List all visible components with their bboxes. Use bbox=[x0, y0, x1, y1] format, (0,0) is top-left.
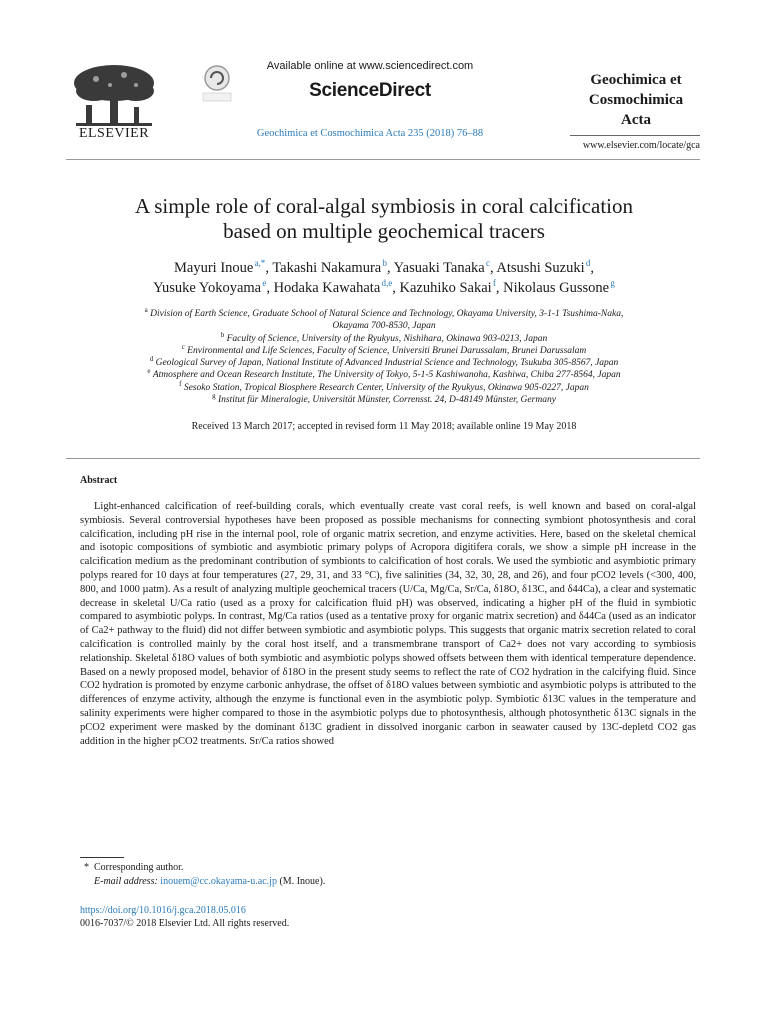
affiliation-label: d bbox=[149, 355, 154, 364]
affiliation-text: Atmosphere and Ocean Research Institute, The University of Tokyo, 5-1-5 Kashiwanoha, Kashiwa, Chiba 277-8564, Japan bbox=[152, 370, 621, 381]
journal-title-line: Acta bbox=[621, 112, 651, 128]
affiliation-item bbox=[90, 391, 678, 406]
affiliation-label: e bbox=[147, 367, 151, 376]
author-name[interactable]: Nikolaus Gussone bbox=[503, 280, 610, 296]
email-note bbox=[94, 876, 325, 887]
footnote-divider bbox=[80, 857, 124, 858]
check-for-updates-icon bbox=[200, 64, 234, 102]
email-link[interactable]: inouem@cc.okayama-u.ac.jp bbox=[160, 876, 277, 887]
author-line: Yusuke Yokoyama $^e$, Hodaka Kawahata $^{d,e}$, Kazuhiko Sakai $^f$, Nikolaus Gussone $^g$ bbox=[153, 278, 615, 296]
abstract-divider bbox=[66, 458, 700, 459]
author-name[interactable]: Kazuhiko Sakai bbox=[399, 280, 492, 296]
affiliation-label: c bbox=[181, 342, 185, 351]
author-affiliation-link[interactable]: f bbox=[492, 278, 496, 289]
journal-title bbox=[576, 70, 696, 130]
journal-url-link[interactable]: www.elsevier.com/locate/gca bbox=[582, 140, 700, 151]
abstract-heading: Abstract bbox=[80, 475, 118, 486]
author-name[interactable]: Hodaka Kawahata bbox=[273, 280, 381, 296]
affiliation-item bbox=[90, 342, 678, 357]
affiliation-item bbox=[90, 379, 678, 394]
journal-reference-link[interactable]: Geochimica et Cosmochimica Acta 235 (2018) 76–88 bbox=[256, 128, 484, 139]
sciencedirect-logo[interactable]: ScienceDirect bbox=[309, 80, 431, 101]
author-line: Mayuri Inoue $^{a,*}$, Takashi Nakamura $^b$, Yasuaki Tanaka $^c$, Atsushi Suzuki $^d$, bbox=[174, 258, 594, 276]
author-name[interactable]: Atsushi Suzuki bbox=[496, 260, 585, 276]
received-dates: Received 13 March 2017; accepted in revised form 11 May 2018; available online 19 May 2018 bbox=[191, 421, 577, 432]
affiliation-label: g bbox=[212, 391, 216, 400]
publisher-name: ELSEVIER bbox=[78, 126, 150, 141]
affiliation-text: Faculty of Science, University of the Ryukyus, Nishihara, Okinawa 903-0213, Japan bbox=[226, 333, 548, 344]
affiliation-item: Okayama 700-8530, Japan bbox=[332, 321, 436, 332]
corresponding-author-note: * Corresponding author. bbox=[84, 862, 184, 873]
affiliation-label: f bbox=[179, 379, 182, 388]
corresponding-author-text: Corresponding author. bbox=[94, 862, 184, 873]
abstract-text: Light-enhanced calcification of reef-building corals, which eventually create vast coral reefs, is well known and based on coral-algal symbiosis. Several controversial hypotheses have been proposed as possible mechanisms for connecting symbiont photosynthesis and coral calcification, including pH rise in the internal pool, role of organic matrix secretion, and enzyme activities. Here, based on the skeletal chemical and isotopic compositions of symbiotic and asymbiotic primary polyps of Acropora digitifera corals, we show a simple pH increase in the calcification medium as the predominant contribution of symbionts to calcification of host corals. We used the symbiotic and asymbiotic primary polyps reared for 10 days at four temperatures (27, 29, 31, and 33 °C), five salinities (34, 32, 30, 28, and 26), and four pCO2 levels (<300, 400, 800, and 1000 µatm). As a result of analyzing multiple geochemical tracers (U/Ca, Mg/Ca, Sr/Ca, δ18O, δ13C, and δ44Ca), a clear and systematic decrease in skeletal U/Ca ratio (used as a proxy for calcification fluid pH) was observed, indicating a higher pH of the fluid in symbiotic compared to asymbiotic polyps. In contrast, Mg/Ca ratios (used as a tentative proxy for organic matrix secretion) and δ44Ca (used as an indicator of Ca2+ pathway to the fluid) did not differ between symbiotic and asymbiotic polyps. This suggests that organic matrix secretion related to coral calcification is controlled mainly by the coral host itself, and a transmembrane transport of Ca2+ does not vary according to symbiosis relationship. Skeletal δ18O values of both symbiotic and asymbiotic polyps showed offsets between them with identical temperature dependence. Based on a newly proposed model, behavior of δ18O in the present study seems to reflect the rate of CO2 hydration in the calcifying fluid. Since CO2 hydration is promoted by enzyme carbonic anhydrase, the offset of δ18O values between symbiotic and asymbiotic polyps is attributed to the differences of enzyme activity, although the enzyme is functional even in the asymbiotic polyp. Symbiotic δ13C values in the temperature and salinity experiments were higher compared to those in the asymbiotic polyps due to photosynthesis, although photosynthetic δ13C signals in the pCO2 experiment were masked by the dominant δ13C gradient in dissolved inorganic carbon in seawater caused by 13C-depletd CO2 gas addition in the higher pCO2 treatments. Sr/Ca ratios showed bbox=[80, 501, 696, 747]
affiliations bbox=[90, 305, 678, 406]
email-label: E-mail address: bbox=[94, 876, 158, 887]
author-list bbox=[80, 258, 688, 298]
affiliation-label: b bbox=[220, 330, 225, 339]
author-affiliation-link[interactable]: b bbox=[382, 258, 387, 269]
affiliation-item bbox=[90, 357, 678, 369]
article-title-line: based on multiple geochemical tracers bbox=[223, 219, 545, 243]
author-affiliation-link[interactable]: c bbox=[485, 258, 490, 269]
author-name[interactable]: Yusuke Yokoyama bbox=[153, 280, 262, 296]
affiliation-text: Environmental and Life Sciences, Faculty of Science, Universiti Brunei Darussalam, Brunei Darussalam bbox=[187, 345, 587, 356]
copyright-notice: 0016-7037/© 2018 Elsevier Ltd. All rights reserved. bbox=[80, 918, 290, 929]
available-online-text: Available online at www.sciencedirect.com bbox=[266, 60, 474, 72]
affiliation-item bbox=[90, 330, 678, 345]
author-affiliation-link[interactable]: a,* bbox=[254, 258, 266, 269]
doi-link[interactable]: https://doi.org/10.1016/j.gca.2018.05.016 bbox=[80, 905, 246, 916]
affiliation-text: Sesoko Station, Tropical Biosphere Research Center, University of the Ryukyus, Okinawa 905-0227, Japan bbox=[183, 382, 589, 393]
author-name[interactable]: Yasuaki Tanaka bbox=[393, 260, 485, 276]
affiliation-item bbox=[90, 305, 678, 320]
email-person: (M. Inoue). bbox=[279, 876, 326, 887]
author-affiliation-link[interactable]: e bbox=[262, 278, 267, 289]
affiliation-text: Geological Survey of Japan, National Institute of Advanced Industrial Science and Technology, Tsukuba 305-8567, Japan bbox=[155, 358, 619, 369]
journal-title-line: Geochimica et bbox=[590, 72, 682, 88]
header-divider bbox=[66, 159, 700, 160]
author-affiliation-link[interactable]: d bbox=[585, 258, 591, 269]
author-name[interactable]: Mayuri Inoue bbox=[174, 260, 254, 276]
article-title bbox=[80, 194, 688, 244]
author-affiliation-link[interactable]: g bbox=[610, 278, 615, 289]
affiliation-text: Division of Earth Science, Graduate School of Natural Science and Technology, Okayama University, 3-1-1 Tsushima-Naka, bbox=[150, 309, 624, 319]
affiliation-text: Institut für Mineralogie, Universität Münster, Corrensst. 24, D-48149 Münster, Germany bbox=[217, 395, 556, 406]
check-for-updates-badge[interactable] bbox=[200, 64, 234, 102]
affiliation-label: a bbox=[144, 305, 148, 314]
article-title-line: A simple role of coral-algal symbiosis in coral calcification bbox=[134, 194, 633, 218]
journal-title-line: Cosmochimica bbox=[588, 92, 684, 108]
author-affiliation-link[interactable]: d,e bbox=[381, 278, 393, 289]
author-name[interactable]: Takashi Nakamura bbox=[272, 260, 382, 276]
divider bbox=[570, 135, 700, 136]
abstract-body bbox=[80, 500, 696, 748]
